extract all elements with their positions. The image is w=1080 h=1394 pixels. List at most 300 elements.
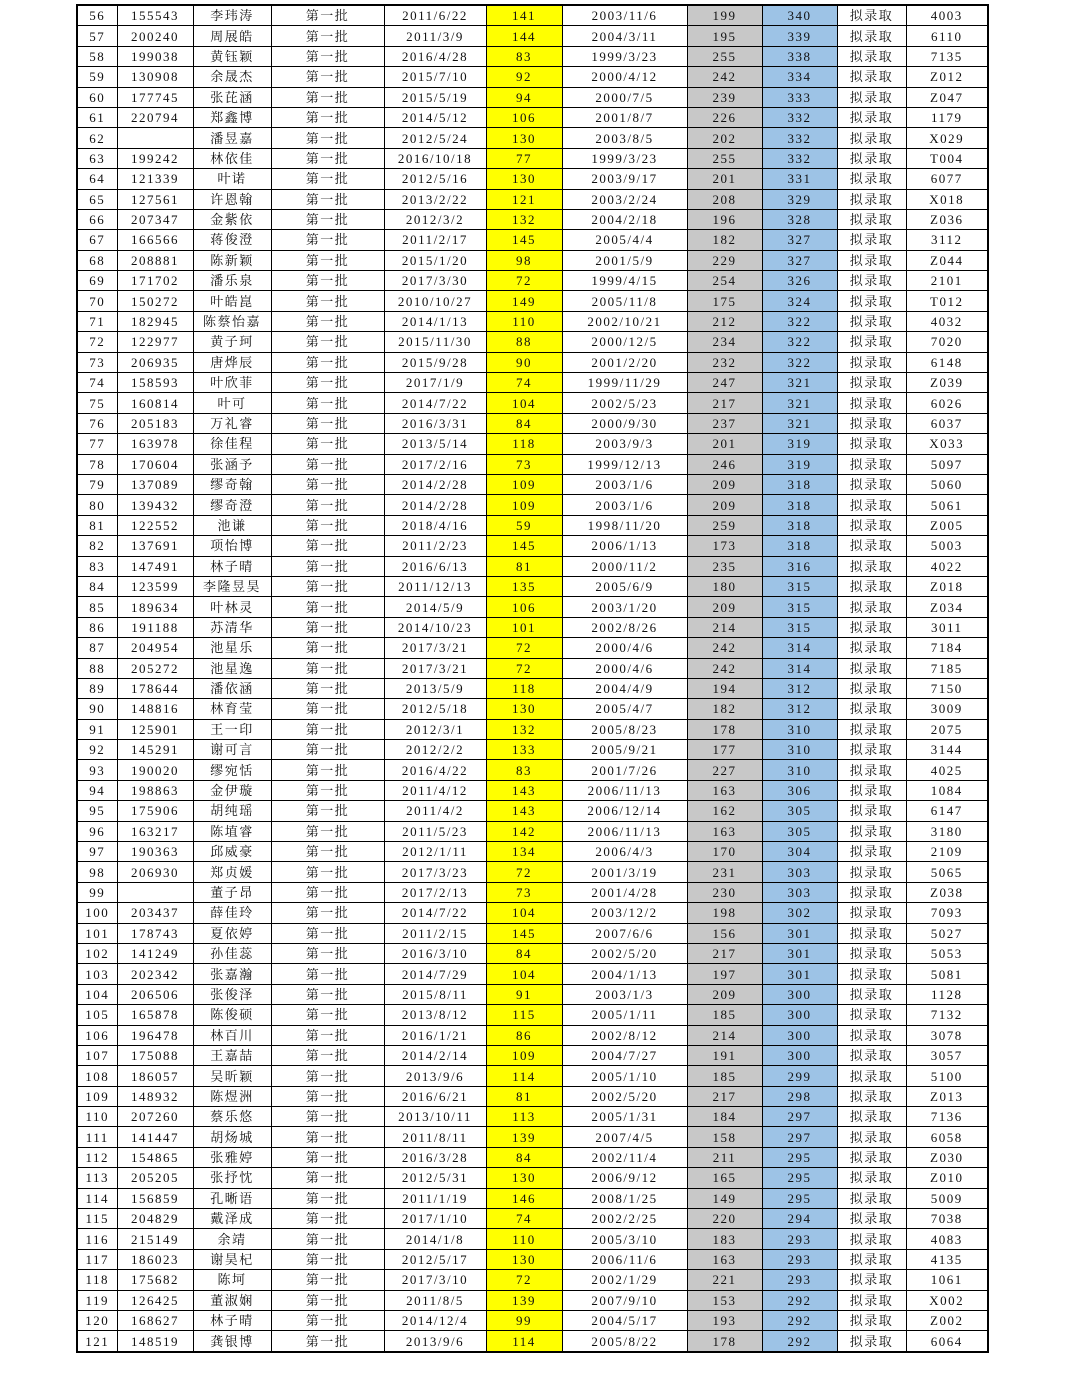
code-cell: 7185 [906,658,988,678]
months-score-cell: 72 [486,1270,562,1290]
row-index-cell: 91 [77,719,117,739]
code-cell: 4032 [906,311,988,331]
applicant-id-cell: 186057 [117,1066,193,1086]
months-score-cell: 73 [486,454,562,474]
total-score-cell: 322 [762,352,837,372]
months-score-cell: 133 [486,740,562,760]
age-score-cell: 208 [687,189,762,209]
total-score-cell: 326 [762,271,837,291]
age-score-cell: 185 [687,1005,762,1025]
row-index-cell: 60 [77,87,117,107]
table-row [77,1086,988,1106]
batch-cell: 第一批 [271,230,384,250]
applicant-id-cell: 148519 [117,1331,193,1352]
birth-date-cell: 2000/12/5 [562,332,687,352]
code-cell: 3078 [906,1025,988,1045]
table-row [77,923,988,943]
applicant-id-cell: 137691 [117,536,193,556]
birth-date-cell: 2000/4/6 [562,658,687,678]
admission-status-cell: 拟录取 [837,699,906,719]
student-name-cell: 郑贞媛 [193,862,271,882]
batch-cell: 第一批 [271,454,384,474]
row-index-cell: 80 [77,495,117,515]
admission-status-cell: 拟录取 [837,1249,906,1269]
months-score-cell: 110 [486,311,562,331]
applicant-id-cell: 198863 [117,780,193,800]
date-cell: 2017/1/10 [384,1209,486,1229]
student-name-cell: 林百川 [193,1025,271,1045]
age-score-cell: 182 [687,230,762,250]
age-score-cell: 229 [687,250,762,270]
months-score-cell: 141 [486,5,562,26]
months-score-cell: 106 [486,597,562,617]
applicant-id-cell: 148816 [117,699,193,719]
total-score-cell: 297 [762,1127,837,1147]
date-cell: 2015/11/30 [384,332,486,352]
months-score-cell: 81 [486,1086,562,1106]
row-index-cell: 104 [77,984,117,1004]
batch-cell: 第一批 [271,1127,384,1147]
student-name-cell: 胡纯瑶 [193,801,271,821]
batch-cell: 第一批 [271,699,384,719]
birth-date-cell: 2004/5/17 [562,1311,687,1331]
code-cell: 1084 [906,780,988,800]
total-score-cell: 293 [762,1229,837,1249]
table-row [77,373,988,393]
code-cell: 1061 [906,1270,988,1290]
total-score-cell: 331 [762,169,837,189]
date-cell: 2011/8/5 [384,1290,486,1310]
admission-status-cell: 拟录取 [837,780,906,800]
months-score-cell: 114 [486,1066,562,1086]
table-row [77,271,988,291]
total-score-cell: 315 [762,597,837,617]
student-name-cell: 孙佳蕊 [193,943,271,963]
batch-cell: 第一批 [271,1066,384,1086]
table-row [77,699,988,719]
row-index-cell: 93 [77,760,117,780]
table-row [77,1229,988,1249]
months-score-cell: 145 [486,230,562,250]
table-row [77,46,988,66]
code-cell: Z005 [906,515,988,535]
birth-date-cell: 2005/1/10 [562,1066,687,1086]
applicant-id-cell: 137089 [117,474,193,494]
code-cell: 6058 [906,1127,988,1147]
birth-date-cell: 1999/4/15 [562,271,687,291]
code-cell: 4003 [906,5,988,26]
batch-cell: 第一批 [271,291,384,311]
birth-date-cell: 2007/4/5 [562,1127,687,1147]
applicant-id-cell: 126425 [117,1290,193,1310]
admission-status-cell: 拟录取 [837,882,906,902]
months-score-cell: 72 [486,862,562,882]
code-cell: 5009 [906,1188,988,1208]
student-name-cell: 林依佳 [193,148,271,168]
row-index-cell: 73 [77,352,117,372]
code-cell: Z030 [906,1147,988,1167]
birth-date-cell: 2006/1/13 [562,536,687,556]
batch-cell: 第一批 [271,26,384,46]
table-row [77,230,988,250]
age-score-cell: 156 [687,923,762,943]
months-score-cell: 110 [486,1229,562,1249]
row-index-cell: 97 [77,842,117,862]
row-index-cell: 98 [77,862,117,882]
code-cell: 7020 [906,332,988,352]
row-index-cell: 71 [77,311,117,331]
code-cell: 3112 [906,230,988,250]
age-score-cell: 193 [687,1311,762,1331]
row-index-cell: 78 [77,454,117,474]
batch-cell: 第一批 [271,821,384,841]
birth-date-cell: 2006/9/12 [562,1168,687,1188]
batch-cell: 第一批 [271,882,384,902]
code-cell: 5097 [906,454,988,474]
birth-date-cell: 2002/2/25 [562,1209,687,1229]
table-row [77,189,988,209]
student-name-cell: 陈俊硕 [193,1005,271,1025]
admission-status-cell: 拟录取 [837,556,906,576]
months-score-cell: 83 [486,46,562,66]
admission-status-cell: 拟录取 [837,740,906,760]
applicant-id-cell: 163978 [117,434,193,454]
batch-cell: 第一批 [271,903,384,923]
date-cell: 2014/2/14 [384,1045,486,1065]
date-cell: 2011/4/12 [384,780,486,800]
date-cell: 2012/5/31 [384,1168,486,1188]
batch-cell: 第一批 [271,311,384,331]
admission-status-cell: 拟录取 [837,1005,906,1025]
birth-date-cell: 2001/5/9 [562,250,687,270]
months-score-cell: 130 [486,128,562,148]
student-name-cell: 金紫依 [193,209,271,229]
months-score-cell: 91 [486,984,562,1004]
student-name-cell: 龚银博 [193,1331,271,1352]
birth-date-cell: 2002/5/23 [562,393,687,413]
age-score-cell: 255 [687,148,762,168]
date-cell: 2011/1/19 [384,1188,486,1208]
date-cell: 2016/4/22 [384,760,486,780]
row-index-cell: 120 [77,1311,117,1331]
months-score-cell: 72 [486,658,562,678]
admission-status-cell: 拟录取 [837,536,906,556]
batch-cell: 第一批 [271,332,384,352]
row-index-cell: 101 [77,923,117,943]
age-score-cell: 196 [687,209,762,229]
date-cell: 2014/5/9 [384,597,486,617]
code-cell: 6064 [906,1331,988,1352]
months-score-cell: 132 [486,719,562,739]
student-name-cell: 陈蔡怡嘉 [193,311,271,331]
table-row [77,250,988,270]
applicant-id-cell: 199242 [117,148,193,168]
total-score-cell: 293 [762,1249,837,1269]
birth-date-cell: 2003/12/2 [562,903,687,923]
code-cell: T004 [906,148,988,168]
date-cell: 2014/2/28 [384,474,486,494]
code-cell: 3144 [906,740,988,760]
date-cell: 2015/1/20 [384,250,486,270]
student-name-cell: 林育莹 [193,699,271,719]
admission-status-cell: 拟录取 [837,230,906,250]
table-row [77,597,988,617]
months-score-cell: 109 [486,1045,562,1065]
applicant-id-cell: 168627 [117,1311,193,1331]
student-name-cell: 谢可言 [193,740,271,760]
applicant-id-cell: 186023 [117,1249,193,1269]
date-cell: 2012/5/24 [384,128,486,148]
batch-cell: 第一批 [271,801,384,821]
months-score-cell: 74 [486,373,562,393]
age-score-cell: 201 [687,434,762,454]
age-score-cell: 234 [687,332,762,352]
admission-status-cell: 拟录取 [837,1290,906,1310]
table-row [77,495,988,515]
admission-status-cell: 拟录取 [837,148,906,168]
total-score-cell: 314 [762,638,837,658]
total-score-cell: 301 [762,943,837,963]
code-cell: 6147 [906,801,988,821]
applicant-id-cell: 206506 [117,984,193,1004]
table-row [77,556,988,576]
code-cell: T012 [906,291,988,311]
table-row [77,332,988,352]
birth-date-cell: 2004/7/27 [562,1045,687,1065]
batch-cell: 第一批 [271,169,384,189]
student-name-cell: 戴泽成 [193,1209,271,1229]
date-cell: 2014/7/22 [384,393,486,413]
months-score-cell: 145 [486,536,562,556]
date-cell: 2017/3/21 [384,658,486,678]
batch-cell: 第一批 [271,536,384,556]
batch-cell: 第一批 [271,658,384,678]
admission-status-cell: 拟录取 [837,1127,906,1147]
student-name-cell: 林子晴 [193,1311,271,1331]
date-cell: 2013/5/14 [384,434,486,454]
code-cell: 6110 [906,26,988,46]
total-score-cell: 301 [762,964,837,984]
table-row [77,801,988,821]
admission-status-cell: 拟录取 [837,801,906,821]
total-score-cell: 328 [762,209,837,229]
code-cell: 5065 [906,862,988,882]
date-cell: 2014/7/29 [384,964,486,984]
code-cell: 3011 [906,617,988,637]
student-name-cell: 苏清华 [193,617,271,637]
applicant-id-cell: 215149 [117,1229,193,1249]
student-name-cell: 张芘涵 [193,87,271,107]
row-index-cell: 76 [77,413,117,433]
date-cell: 2016/6/13 [384,556,486,576]
row-index-cell: 114 [77,1188,117,1208]
total-score-cell: 306 [762,780,837,800]
birth-date-cell: 2005/8/23 [562,719,687,739]
date-cell: 2013/9/6 [384,1066,486,1086]
table-row [77,678,988,698]
age-score-cell: 242 [687,638,762,658]
batch-cell: 第一批 [271,842,384,862]
table-row [77,536,988,556]
student-name-cell: 张雅婷 [193,1147,271,1167]
date-cell: 2014/2/28 [384,495,486,515]
date-cell: 2012/2/2 [384,740,486,760]
row-index-cell: 83 [77,556,117,576]
student-name-cell: 张嘉瀚 [193,964,271,984]
table-row [77,903,988,923]
total-score-cell: 312 [762,678,837,698]
months-score-cell: 106 [486,107,562,127]
age-score-cell: 165 [687,1168,762,1188]
applicant-id-cell: 175906 [117,801,193,821]
admission-status-cell: 拟录取 [837,1066,906,1086]
student-name-cell: 叶可 [193,393,271,413]
admission-status-cell: 拟录取 [837,474,906,494]
table-row [77,1168,988,1188]
table-row [77,5,988,26]
age-score-cell: 254 [687,271,762,291]
date-cell: 2011/12/13 [384,576,486,596]
code-cell: X033 [906,434,988,454]
table-row [77,393,988,413]
months-score-cell: 149 [486,291,562,311]
admission-status-cell: 拟录取 [837,209,906,229]
months-score-cell: 145 [486,923,562,943]
student-name-cell: 潘昱嘉 [193,128,271,148]
age-score-cell: 231 [687,862,762,882]
student-name-cell: 黄子珂 [193,332,271,352]
admission-status-cell: 拟录取 [837,271,906,291]
birth-date-cell: 2004/1/13 [562,964,687,984]
total-score-cell: 314 [762,658,837,678]
months-score-cell: 90 [486,352,562,372]
table-row [77,740,988,760]
batch-cell: 第一批 [271,617,384,637]
student-name-cell: 李隆昱昊 [193,576,271,596]
months-score-cell: 121 [486,189,562,209]
birth-date-cell: 2006/11/6 [562,1249,687,1269]
date-cell: 2012/1/11 [384,842,486,862]
table-row [77,658,988,678]
code-cell: 7093 [906,903,988,923]
birth-date-cell: 2005/6/9 [562,576,687,596]
applicant-id-cell: 207260 [117,1107,193,1127]
admission-status-cell: 拟录取 [837,923,906,943]
student-name-cell: 万礼睿 [193,413,271,433]
applicant-id-cell: 196478 [117,1025,193,1045]
date-cell: 2017/1/9 [384,373,486,393]
student-name-cell: 张抒忱 [193,1168,271,1188]
table-row [77,1045,988,1065]
date-cell: 2011/2/23 [384,536,486,556]
code-cell: 5060 [906,474,988,494]
date-cell: 2012/5/17 [384,1249,486,1269]
student-name-cell: 陈煜洲 [193,1086,271,1106]
age-score-cell: 182 [687,699,762,719]
total-score-cell: 316 [762,556,837,576]
batch-cell: 第一批 [271,413,384,433]
total-score-cell: 327 [762,230,837,250]
applicant-id-cell: 160814 [117,393,193,413]
row-index-cell: 63 [77,148,117,168]
age-score-cell: 230 [687,882,762,902]
birth-date-cell: 2000/11/2 [562,556,687,576]
code-cell: 7184 [906,638,988,658]
batch-cell: 第一批 [271,46,384,66]
row-index-cell: 70 [77,291,117,311]
date-cell: 2011/6/22 [384,5,486,26]
total-score-cell: 322 [762,311,837,331]
applicant-id-cell: 171702 [117,271,193,291]
code-cell: Z038 [906,882,988,902]
row-index-cell: 109 [77,1086,117,1106]
age-score-cell: 149 [687,1188,762,1208]
admission-status-cell: 拟录取 [837,1168,906,1188]
table-row [77,1331,988,1352]
date-cell: 2014/12/4 [384,1311,486,1331]
months-score-cell: 144 [486,26,562,46]
table-row [77,1249,988,1269]
months-score-cell: 139 [486,1290,562,1310]
date-cell: 2016/4/28 [384,46,486,66]
table-row [77,26,988,46]
birth-date-cell: 2003/9/17 [562,169,687,189]
row-index-cell: 85 [77,597,117,617]
admission-status-cell: 拟录取 [837,5,906,26]
table-row [77,1270,988,1290]
student-name-cell: 缪奇翰 [193,474,271,494]
total-score-cell: 329 [762,189,837,209]
admission-status-cell: 拟录取 [837,638,906,658]
birth-date-cell: 2001/3/19 [562,862,687,882]
total-score-cell: 312 [762,699,837,719]
date-cell: 2014/1/13 [384,311,486,331]
months-score-cell: 109 [486,495,562,515]
date-cell: 2017/3/30 [384,271,486,291]
applicant-id-cell: 123599 [117,576,193,596]
row-index-cell: 75 [77,393,117,413]
batch-cell: 第一批 [271,1188,384,1208]
batch-cell: 第一批 [271,5,384,26]
months-score-cell: 143 [486,801,562,821]
age-score-cell: 173 [687,536,762,556]
age-score-cell: 198 [687,903,762,923]
age-score-cell: 209 [687,597,762,617]
student-name-cell: 池星逸 [193,658,271,678]
row-index-cell: 82 [77,536,117,556]
student-name-cell: 林子晴 [193,556,271,576]
table-row [77,413,988,433]
table-row [77,780,988,800]
total-score-cell: 315 [762,617,837,637]
code-cell: 3057 [906,1045,988,1065]
age-score-cell: 232 [687,352,762,372]
total-score-cell: 332 [762,148,837,168]
row-index-cell: 88 [77,658,117,678]
student-name-cell: 李玮涛 [193,5,271,26]
admission-status-cell: 拟录取 [837,719,906,739]
birth-date-cell: 2004/4/9 [562,678,687,698]
months-score-cell: 104 [486,393,562,413]
age-score-cell: 239 [687,87,762,107]
row-index-cell: 107 [77,1045,117,1065]
applicant-id-cell: 178644 [117,678,193,698]
student-name-cell: 叶欣菲 [193,373,271,393]
birth-date-cell: 2005/8/22 [562,1331,687,1352]
applicant-id-cell: 150272 [117,291,193,311]
student-name-cell: 叶林灵 [193,597,271,617]
table-row [77,1290,988,1310]
